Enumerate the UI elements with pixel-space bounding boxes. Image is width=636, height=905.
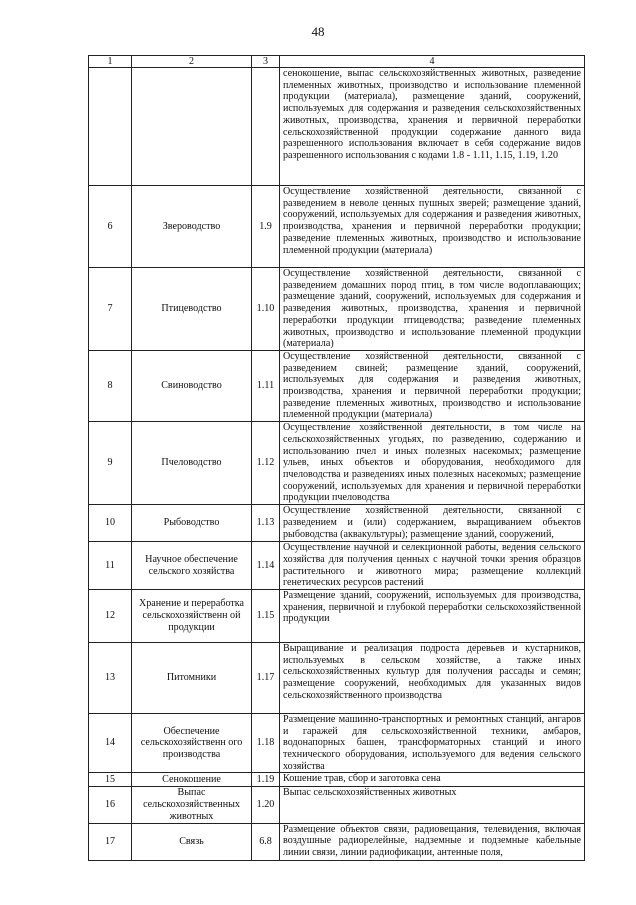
use-type-description: Размещение объектов связи, радиовещания, телевидения, включая воздушные радиорелейные, надземные и подземные кабельные линии связи, линии радиофикации, антенные поля,: [280, 823, 585, 860]
use-type-name: Связь: [132, 823, 252, 860]
column-header: 1: [89, 56, 132, 68]
row-number: 17: [89, 823, 132, 860]
use-type-code: 1.11: [252, 350, 280, 421]
use-type-name: Пчеловодство: [132, 422, 252, 505]
page-number: 48: [311, 24, 325, 39]
table-row: [89, 589, 585, 642]
use-type-code: 1.19: [252, 773, 280, 787]
use-type-code: 1.18: [252, 713, 280, 773]
use-type-name: Обеспечение сельскохозяйственн ого производства: [132, 713, 252, 773]
row-number: 14: [89, 713, 132, 773]
row-number: 13: [89, 642, 132, 713]
use-type-name: Звероводство: [132, 186, 252, 268]
column-header: 4: [280, 56, 585, 68]
table-row: [89, 422, 585, 505]
use-type-name: [132, 68, 252, 186]
row-number: 10: [89, 505, 132, 542]
use-type-name: Свиноводство: [132, 350, 252, 421]
use-type-name: Рыбоводство: [132, 505, 252, 542]
use-type-name: Хранение и переработка сельскохозяйственн ой продукции: [132, 589, 252, 642]
row-number: 6: [89, 186, 132, 268]
column-header: 3: [252, 56, 280, 68]
use-type-description: Осуществление хозяйственной деятельности, связанной с разведением домашних пород птиц, в том числе водоплавающих; размещение зданий, сооружений, используемых для содержания и разведения животных, производства, хранения и первичной переработки продукции птицеводства; разведение племенных животных, производство и использование племенной продукции (материала): [280, 268, 585, 351]
use-type-code: 1.17: [252, 642, 280, 713]
table-row: [89, 505, 585, 542]
land-use-table: [88, 55, 585, 861]
use-type-description: Осуществление хозяйственной деятельности, связанной с разведением свиней; размещение зданий, сооружений, используемых для содержания и разведения животных, производства, хранения и первичной переработки продукции; разведение племенных животных, производство и использование племенной продукции (материала): [280, 350, 585, 421]
use-type-description: Кошение трав, сбор и заготовка сена: [280, 773, 585, 787]
table-row: [89, 713, 585, 773]
table-row: [89, 186, 585, 268]
use-type-code: [252, 68, 280, 186]
table-row: [89, 642, 585, 713]
use-type-code: 6.8: [252, 823, 280, 860]
use-type-description: Размещение зданий, сооружений, используемых для производства, хранения, первичной и глубокой переработки сельскохозяйственной продукции: [280, 589, 585, 642]
use-type-code: 1.10: [252, 268, 280, 351]
row-number: 16: [89, 787, 132, 823]
row-number: 11: [89, 542, 132, 590]
use-type-description: Выпас сельскохозяйственных животных: [280, 787, 585, 823]
use-type-code: 1.12: [252, 422, 280, 505]
table-header-row: [89, 56, 585, 68]
use-type-name: Выпас сельскохозяйственных животных: [132, 787, 252, 823]
row-number: 8: [89, 350, 132, 421]
use-type-description: Осуществление научной и селекционной работы, ведения сельского хозяйства для получения ценных с научной точки зрения образцов растительного и животного мира; размещение коллекций генетических ресурсов растений: [280, 542, 585, 590]
row-number: 7: [89, 268, 132, 351]
row-number: 15: [89, 773, 132, 787]
row-number: [89, 68, 132, 186]
table-row: [89, 68, 585, 186]
table-row: [89, 350, 585, 421]
table-row: [89, 268, 585, 351]
use-type-code: 1.20: [252, 787, 280, 823]
row-number: 9: [89, 422, 132, 505]
use-type-name: Научное обеспечение сельского хозяйства: [132, 542, 252, 590]
use-type-description: сенокошение, выпас сельскохозяйственных животных, разведение племенных животных, производство и использование племенной продукции (материала), размещение зданий, сооружений, используемых для содержания и разведения сельскохозяйственных животных, производства, хранения и первичной переработки сельскохозяйственной продукции содержание данного вида разрешенного использования включает в себя содержание видов разрешенного использования с кодами 1.8 - 1.11, 1.15, 1.19, 1.20: [280, 68, 585, 186]
table-row: [89, 542, 585, 590]
table-row: [89, 787, 585, 823]
table-row: [89, 823, 585, 860]
use-type-description: Осуществление хозяйственной деятельности, связанной с разведением и (или) содержанием, выращиванием объектов рыбоводства (аквакультуры); размещение зданий, сооружений,: [280, 505, 585, 542]
use-type-code: 1.13: [252, 505, 280, 542]
use-type-description: Выращивание и реализация подроста деревьев и кустарников, используемых в сельском хозяйстве, а также иных сельскохозяйственных культур для получения рассады и семян; размещение сооружений, необходимых для указанных видов сельскохозяйственного производства: [280, 642, 585, 713]
use-type-name: Питомники: [132, 642, 252, 713]
column-header: 2: [132, 56, 252, 68]
table-row: [89, 773, 585, 787]
use-type-description: Размещение машинно-транспортных и ремонтных станций, ангаров и гаражей для сельскохозяйственной техники, амбаров, водонапорных башен, трансформаторных станций и иного технического оборудования, используемого для ведения сельского хозяйства: [280, 713, 585, 773]
use-type-description: Осуществление хозяйственной деятельности, связанной с разведением в неволе ценных пушных зверей; размещение зданий, сооружений, используемых для содержания и разведения животных, производства, хранения и первичной переработки продукции; разведение племенных животных, производство и использование племенной продукции (материала): [280, 186, 585, 268]
use-type-description: Осуществление хозяйственной деятельности, в том числе на сельскохозяйственных угодьях, по разведению, содержанию и использованию пчел и иных полезных насекомых; размещение ульев, иных объектов и оборудования, необходимого для пчеловодства и разведениях иных полезных насекомых; размещение сооружений, используемых для хранения и первичной переработки продукции пчеловодства: [280, 422, 585, 505]
use-type-code: 1.9: [252, 186, 280, 268]
row-number: 12: [89, 589, 132, 642]
use-type-name: Сенокошение: [132, 773, 252, 787]
use-type-name: Птицеводство: [132, 268, 252, 351]
use-type-code: 1.14: [252, 542, 280, 590]
use-type-code: 1.15: [252, 589, 280, 642]
